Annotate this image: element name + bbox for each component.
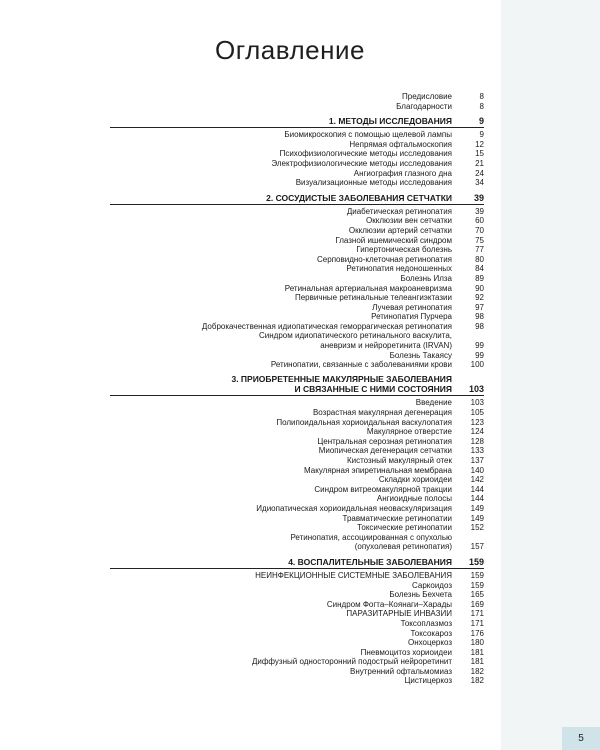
toc-entry-page: 149 (470, 513, 484, 523)
toc-entry-label: Болезнь Илза (400, 273, 452, 283)
toc-entry-label: Складки хориоидеи (378, 475, 452, 485)
toc-entry-label: Токсические ретинопатии (357, 523, 452, 533)
toc-entry-page: 97 (475, 302, 484, 312)
toc-entry[interactable] (110, 408, 484, 418)
toc-entry-label: Токсокароз (410, 628, 452, 638)
toc-entry-page: 75 (475, 235, 484, 245)
toc-entry-label: Макулярное отверстие (366, 427, 452, 437)
toc-entry[interactable] (110, 600, 484, 610)
toc-entry[interactable] (110, 130, 484, 140)
toc-entry-label: Ангиография глазного дна (353, 168, 452, 178)
toc-entry-label: Внутренний офтальмомиаз (350, 666, 452, 676)
toc-entry-label: Серповидно-клеточная ретинопатия (317, 254, 452, 264)
toc-entry-label: Окклюзии артерий сетчатки (348, 225, 452, 235)
toc-entry[interactable] (110, 619, 484, 629)
right-margin-strip (501, 0, 600, 750)
toc-entry[interactable] (110, 216, 484, 226)
toc-entry[interactable] (110, 312, 484, 322)
toc-entry[interactable] (110, 533, 484, 543)
toc-entry-page: 9 (479, 130, 484, 140)
toc-entry-page: 159 (470, 570, 484, 580)
toc-entry-label: Непрямая офтальмоскопия (349, 139, 452, 149)
toc-entry-page: 24 (475, 168, 484, 178)
toc-entry-page: 152 (470, 523, 484, 533)
toc-entry-label: Глазной ишемический синдром (335, 235, 452, 245)
toc-entry[interactable] (110, 504, 484, 514)
front-matter (110, 92, 484, 111)
toc-front-entry[interactable] (110, 92, 484, 102)
toc-section-title: 3. ПРИОБРЕТЕННЫЕ МАКУЛЯРНЫЕ ЗАБОЛЕВАНИЯ (231, 373, 452, 384)
toc-entry-page: 140 (470, 465, 484, 475)
toc-front-entry[interactable] (110, 102, 484, 112)
table-of-contents (110, 92, 484, 686)
toc-entry-label: Пневмоцитоз хориоидеи (360, 647, 452, 657)
toc-entry-page: 80 (475, 254, 484, 264)
toc-entry[interactable] (110, 571, 484, 581)
toc-entry-page: 133 (470, 446, 484, 456)
toc-entry-label: Синдром идиопатического ретинального васкулита, (259, 331, 452, 341)
toc-section-heading[interactable] (110, 557, 484, 569)
toc-entry-page: 165 (470, 590, 484, 600)
toc-entry-page: 182 (470, 666, 484, 676)
toc-entry-label: Болезнь Такаясу (389, 350, 452, 360)
toc-entry-label: Кистозный макулярный отек (346, 456, 452, 465)
toc-entry-page: 21 (475, 158, 484, 168)
toc-entry-label: Электрофизиологические методы исследования (271, 158, 452, 168)
toc-entry-page: 77 (475, 245, 484, 255)
toc-section (110, 375, 484, 552)
toc-entry-page: 176 (470, 628, 484, 638)
toc-entry-label: Биомикроскопия с помощью щелевой лампы (284, 130, 452, 140)
toc-entry-label: Диффузный односторонний подострый нейроретинит (251, 657, 452, 667)
toc-entry-page: 181 (470, 657, 484, 667)
toc-section (110, 116, 484, 188)
toc-entry[interactable] (110, 331, 484, 341)
toc-entry-page: 70 (475, 225, 484, 235)
toc-entry[interactable] (110, 581, 484, 591)
toc-entry[interactable] (110, 293, 484, 303)
toc-entry[interactable] (110, 514, 484, 524)
toc-entry-page: 90 (475, 283, 484, 293)
toc-entry-label: Ретинопатия недоношенных (346, 264, 452, 274)
toc-entry-page: 171 (470, 609, 484, 619)
toc-section-title: И СВЯЗАННЫЕ С НИМИ СОСТОЯНИЯ (294, 384, 452, 395)
toc-entry-label: ПАРАЗИТАРНЫЕ ИНВАЗИИ (346, 609, 452, 619)
toc-entry[interactable] (110, 648, 484, 658)
toc-entry-label: Гипертоническая болезнь (356, 245, 452, 255)
toc-entry[interactable] (110, 676, 484, 686)
toc-sections (110, 116, 484, 686)
toc-entry[interactable] (110, 446, 484, 456)
toc-entry-page: 169 (470, 599, 484, 609)
toc-entry[interactable] (110, 398, 484, 408)
toc-entry-page: 142 (470, 475, 484, 485)
toc-entry[interactable] (110, 629, 484, 639)
toc-entry[interactable] (110, 494, 484, 504)
toc-entry[interactable] (110, 255, 484, 265)
toc-entry[interactable] (110, 341, 484, 351)
toc-entry-page: 15 (475, 149, 484, 159)
toc-entry-page: 180 (470, 638, 484, 648)
toc-entry-label: Миопическая дегенерация сетчатки (318, 446, 452, 456)
toc-entry-page: 159 (470, 580, 484, 590)
toc-entry-label: Макулярная эпиретинальная мембрана (304, 465, 452, 475)
toc-entry[interactable] (110, 475, 484, 485)
toc-entry-page: 171 (470, 618, 484, 628)
toc-entry[interactable] (110, 427, 484, 437)
toc-entry[interactable] (110, 264, 484, 274)
toc-entry-label: Полипоидальная хориоидальная васкулопатия (276, 417, 452, 427)
toc-entry[interactable] (110, 485, 484, 495)
toc-entry-page: 8 (479, 92, 484, 101)
toc-entry[interactable] (110, 437, 484, 447)
toc-entry-page: 98 (475, 321, 484, 331)
toc-entry[interactable] (110, 667, 484, 677)
toc-section-title: 2. СОСУДИСТЫЕ ЗАБОЛЕВАНИЯ СЕТЧАТКИ (266, 192, 452, 203)
toc-section-page: 9 (478, 116, 484, 127)
toc-section (110, 557, 484, 686)
toc-entry-page: 39 (475, 206, 484, 216)
toc-entry[interactable] (110, 303, 484, 313)
toc-entry[interactable] (110, 657, 484, 667)
toc-entry[interactable] (110, 456, 484, 466)
toc-entry-label: НЕИНФЕКЦИОННЫЕ СИСТЕМНЫЕ ЗАБОЛЕВАНИЯ (255, 570, 452, 580)
toc-entry[interactable] (110, 542, 484, 552)
toc-entry[interactable] (110, 523, 484, 533)
toc-section-page: 103 (468, 384, 484, 395)
toc-entry-page: 105 (470, 408, 484, 418)
toc-entry-label: Ретинопатии, связанные с заболеваниями крови (270, 360, 452, 370)
toc-entry-page: 8 (479, 101, 484, 111)
toc-entry-page: 12 (475, 139, 484, 149)
toc-entry-page: 84 (475, 264, 484, 274)
toc-section-heading[interactable] (110, 193, 484, 205)
toc-entry-label: Саркоидоз (412, 580, 452, 590)
toc-entry-page: 137 (470, 456, 484, 465)
toc-entry[interactable] (110, 178, 484, 188)
toc-entry-page: 181 (470, 647, 484, 657)
toc-entry[interactable] (110, 149, 484, 159)
toc-entry-label: Идиопатическая хориоидальная неоваскуляризация (256, 503, 452, 513)
toc-entry-label: Центральная серозная ретинопатия (317, 436, 452, 446)
toc-section-page: 159 (468, 556, 484, 567)
toc-entry[interactable] (110, 169, 484, 179)
toc-entry-page: 128 (470, 436, 484, 446)
toc-entry-page: 100 (470, 360, 484, 370)
toc-entry-page: 34 (475, 178, 484, 188)
toc-entry-page: 157 (470, 542, 484, 552)
toc-entry-page: 99 (475, 341, 484, 351)
toc-entry[interactable] (110, 322, 484, 332)
page-title: Оглавление (215, 35, 365, 65)
toc-entry-page: 182 (470, 676, 484, 686)
toc-entry-label: аневризм и нейроретинита (IRVAN) (320, 341, 452, 351)
toc-entry[interactable] (110, 236, 484, 246)
page-number: 5 (562, 727, 600, 750)
toc-section-heading[interactable] (110, 384, 484, 396)
toc-section-page: 39 (473, 192, 484, 203)
toc-entry[interactable] (110, 590, 484, 600)
toc-entry-label: Окклюзии вен сетчатки (366, 216, 452, 226)
toc-entry-label: Синдром Фогта–Коянаги–Харады (326, 599, 452, 609)
toc-entry-label: Ангиоидные полосы (376, 494, 452, 504)
toc-entry-label: Цистицеркоз (404, 676, 452, 686)
toc-entry-label: Возрастная макулярная дегенерация (312, 408, 452, 418)
toc-entry[interactable] (110, 140, 484, 150)
toc-entry[interactable] (110, 284, 484, 294)
toc-entry-label: Психофизиологические методы исследования (279, 149, 452, 159)
toc-entry-label: Токсоплазмоз (400, 618, 452, 628)
toc-entry-label: Первичные ретинальные телеангиэктазии (294, 293, 452, 303)
toc-entry-label: Визуализационные методы исследования (295, 178, 452, 188)
toc-entry[interactable] (110, 159, 484, 169)
toc-entry-page: 89 (475, 273, 484, 283)
toc-entry-page: 103 (470, 398, 484, 408)
toc-entry-label: Предисловие (402, 92, 452, 101)
toc-entry[interactable] (110, 609, 484, 619)
toc-entry[interactable] (110, 638, 484, 648)
toc-entry[interactable] (110, 207, 484, 217)
toc-entry-label: Ретинопатия Пурчера (371, 312, 452, 322)
toc-entry[interactable] (110, 360, 484, 370)
toc-entry-label: Лучевая ретинопатия (372, 302, 452, 312)
toc-section-heading[interactable] (110, 116, 484, 128)
toc-entry-page: 92 (475, 293, 484, 303)
toc-section-title: 1. МЕТОДЫ ИССЛЕДОВАНИЯ (328, 116, 452, 127)
toc-entry-page: 144 (470, 494, 484, 504)
toc-entry-page: 123 (470, 417, 484, 427)
toc-entry[interactable] (110, 466, 484, 476)
toc-entry-label: Травматические ретинопатии (342, 513, 452, 523)
toc-entry-label: Диабетическая ретинопатия (346, 206, 452, 216)
toc-section (110, 193, 484, 370)
toc-section-title: 4. ВОСПАЛИТЕЛЬНЫЕ ЗАБОЛЕВАНИЯ (288, 556, 452, 567)
toc-entry-label: Благодарности (396, 101, 452, 111)
toc-entry-page: 60 (475, 216, 484, 226)
toc-entry[interactable] (110, 418, 484, 428)
toc-entry-label: Доброкачественная идиопатическая геморрагическая ретинопатия (201, 321, 452, 331)
toc-entry[interactable] (110, 274, 484, 284)
toc-entry-label: Синдром витреомакулярной тракции (314, 484, 452, 494)
toc-entry-page: 149 (470, 503, 484, 513)
toc-entry-label: Введение (415, 398, 452, 408)
toc-entry-label: Онхоцеркоз (407, 638, 452, 648)
toc-entry-label: Болезнь Бехчета (389, 590, 452, 600)
toc-entry[interactable] (110, 351, 484, 361)
toc-entry-page: 124 (470, 427, 484, 437)
toc-entry-page: 144 (470, 484, 484, 494)
toc-entry[interactable] (110, 226, 484, 236)
toc-entry-label: Ретинальная артериальная макроаневризма (284, 283, 452, 293)
toc-entry-label: Ретинопатия, ассоциированная с опухолью (290, 532, 452, 542)
toc-section-heading-line (110, 375, 484, 385)
toc-entry-page: 99 (475, 350, 484, 360)
toc-entry-page: 98 (475, 312, 484, 322)
toc-entry[interactable] (110, 245, 484, 255)
toc-entry-label: (опухолевая ретинопатия) (354, 542, 452, 552)
